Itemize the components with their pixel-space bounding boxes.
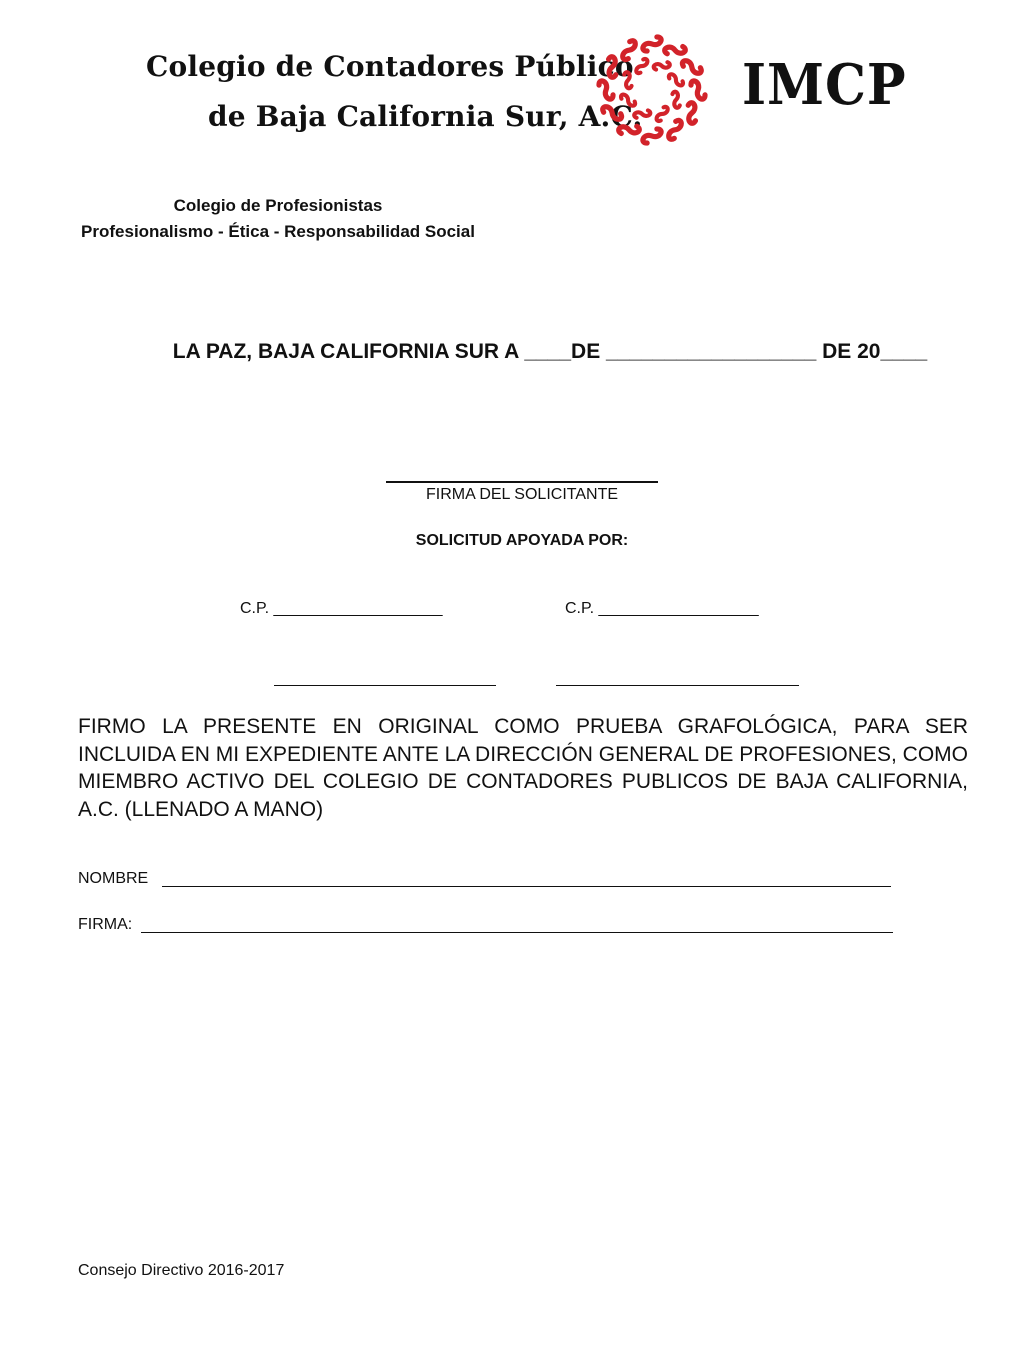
ribbon-mark (687, 80, 709, 100)
cp-right-field: C.P. __________________ (565, 600, 759, 617)
ribbon-mark (602, 106, 622, 119)
support-title: SOLICITUD APOYADA POR: (415, 532, 629, 549)
place-date-line: LA PAZ, BAJA CALIFORNIA SUR A ____DE __________________ DE 20____ (172, 340, 928, 363)
name-field-label: NOMBRE (78, 870, 149, 887)
ribbon-mark (682, 60, 702, 73)
statement-paragraph: FIRMO LA PRESENTE EN ORIGINAL COMO PRUEBA GRAFOLÓGICA, PARA SER INCLUIDA EN MI EXPEDIENTE ANTE LA DIRECCIÓN GENERAL DE PROFESIONES, COMO MIEMBRO ACTIVO DEL COLEGIO DE CONTADORES PUBLICOS DE BAJA CALIFORNIA, A.C. (LLENADO A MANO) (78, 715, 968, 821)
cp-left-signature-line (274, 685, 496, 686)
ribbon-mark (668, 74, 685, 86)
ribbon-mark (618, 121, 640, 140)
ribbon-mark (620, 94, 637, 106)
signature-field-line (141, 932, 893, 933)
ribbon-mark (636, 58, 648, 75)
ribbon-mark (642, 125, 663, 147)
ribbon-mark (633, 106, 651, 122)
ribbon-mark (620, 71, 636, 89)
subheader-line2: Profesionalismo - Ética - Responsabilidad Social (81, 222, 475, 241)
cp-left-field: C.P. ___________________ (240, 600, 443, 617)
applicant-signature-label: FIRMA DEL SOLICITANTE (425, 486, 619, 503)
subheader-line1: Colegio de Profesionistas (173, 196, 383, 215)
ribbon-mark (668, 120, 681, 140)
college-name-line2: de Baja California Sur, A.C. (208, 100, 643, 133)
ribbon-mark (642, 33, 663, 55)
ribbon-mark (656, 106, 668, 123)
signature-field-label: FIRMA: (78, 916, 133, 933)
ribbon-mark (664, 41, 686, 60)
ribbon-mark (653, 58, 671, 74)
college-name-line1: Colegio de Contadores Público (146, 50, 634, 83)
ribbon-mark (595, 80, 617, 100)
ribbon-mark (603, 56, 622, 78)
ribbon-mark (683, 102, 702, 124)
ribbon-rosette-icon (590, 28, 714, 152)
cp-right-signature-line (556, 685, 799, 686)
name-field-line (162, 886, 891, 887)
applicant-signature-line (386, 481, 658, 483)
ribbon-mark (668, 91, 684, 109)
imcp-logo-text: IMCP (742, 52, 907, 118)
footer-text: Consejo Directivo 2016-2017 (78, 1262, 285, 1279)
ribbon-mark (622, 40, 635, 60)
